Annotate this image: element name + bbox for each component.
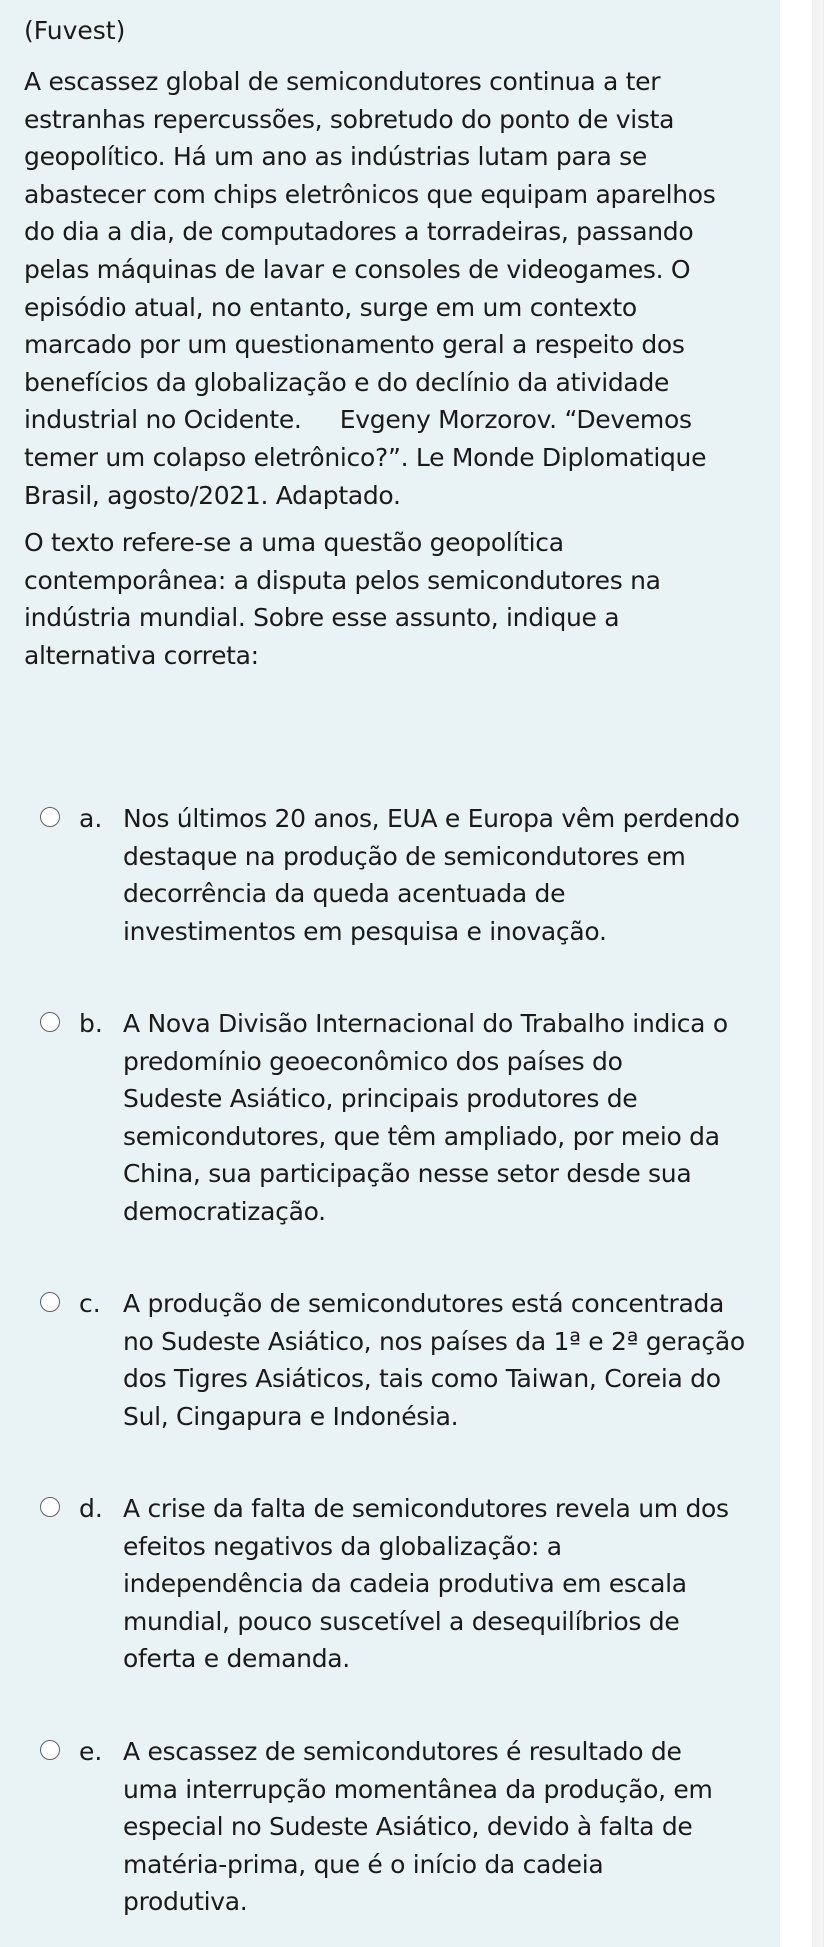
question-source: (Fuvest) xyxy=(24,16,126,45)
text-line: pelas máquinas de lavar e consoles de videogames. O xyxy=(24,254,691,284)
option-letter: c. xyxy=(79,1289,101,1318)
text-line: Brasil, agosto/2021. Adaptado. xyxy=(24,480,401,510)
option-line: mundial, pouco suscetível a desequilíbrios de xyxy=(123,1606,680,1636)
option-line: investimentos em pesquisa e inovação. xyxy=(123,916,607,946)
option-line: dos Tigres Asiáticos, tais como Taiwan, Coreia do xyxy=(123,1364,721,1394)
text-line: temer um colapso eletrônico?”. Le Monde Diplomatique xyxy=(24,442,707,472)
option-line: A escassez de semicondutores é resultado de xyxy=(123,1737,682,1766)
radio-button-d[interactable] xyxy=(40,1497,60,1517)
text-line: A escassez global de semicondutores continua a ter xyxy=(24,67,661,96)
option-text xyxy=(123,800,773,950)
text-line: episódio atual, no entanto, surge em um contexto xyxy=(24,292,637,322)
option-letter: b. xyxy=(79,1009,103,1038)
radio-button-b[interactable] xyxy=(40,1012,60,1032)
text-line: benefícios da globalização e do declínio da atividade xyxy=(24,367,670,397)
question-text xyxy=(24,63,764,514)
scrollbar-track[interactable] xyxy=(812,0,824,1947)
option-line: matéria-prima, que é o início da cadeia xyxy=(123,1849,604,1879)
option-text xyxy=(123,1733,773,1921)
option-line: Sul, Cingapura e Indonésia. xyxy=(123,1401,459,1431)
radio-button-e[interactable] xyxy=(40,1740,60,1760)
option-line: destaque na produção de semicondutores em xyxy=(123,841,686,871)
option-line: no Sudeste Asiático, nos países da 1ª e 2ª geração xyxy=(123,1326,745,1356)
option-line: especial no Sudeste Asiático, devido à falta de xyxy=(123,1812,693,1842)
text-line: marcado por um questionamento geral a respeito dos xyxy=(24,330,685,360)
option-text xyxy=(123,1285,773,1435)
radio-button-a[interactable] xyxy=(40,807,60,827)
option-letter: d. xyxy=(79,1494,103,1523)
prompt-line: contemporânea: a disputa pelos semicondutores na xyxy=(24,565,661,595)
option-line: democratização. xyxy=(123,1196,326,1226)
radio-button-c[interactable] xyxy=(40,1292,60,1312)
text-line: estranhas repercussões, sobretudo do ponto de vista xyxy=(24,104,675,134)
option-line: decorrência da queda acentuada de xyxy=(123,879,566,909)
text-line: industrial no Ocidente. Evgeny Morzorov. “Devemos xyxy=(24,405,692,435)
option-line: independência da cadeia produtiva em escala xyxy=(123,1569,687,1599)
text-line: abastecer com chips eletrônicos que equipam aparelhos xyxy=(24,179,716,209)
option-line: A Nova Divisão Internacional do Trabalho indica o xyxy=(123,1009,728,1038)
question-prompt xyxy=(24,524,764,674)
option-line: A crise da falta de semicondutores revela um dos xyxy=(123,1494,729,1523)
prompt-line: O texto refere-se a uma questão geopolítica xyxy=(24,528,564,557)
prompt-line: alternativa correta: xyxy=(24,640,259,670)
option-line: Sudeste Asiático, principais produtores de xyxy=(123,1084,638,1114)
option-text xyxy=(123,1005,773,1231)
option-line: China, sua participação nesse setor desde sua xyxy=(123,1159,692,1189)
text-line: do dia a dia, de computadores a torradeiras, passando xyxy=(24,217,694,247)
option-line: Nos últimos 20 anos, EUA e Europa vêm perdendo xyxy=(123,804,740,833)
option-line: predomínio geoeconômico dos países do xyxy=(123,1046,623,1076)
option-text xyxy=(123,1490,773,1678)
text-line: geopolítico. Há um ano as indústrias lutam para se xyxy=(24,142,647,172)
option-line: produtiva. xyxy=(123,1887,248,1917)
option-letter: a. xyxy=(79,804,103,833)
prompt-line: indústria mundial. Sobre esse assunto, indique a xyxy=(24,603,620,633)
option-line: uma interrupção momentânea da produção, em xyxy=(123,1774,713,1804)
option-line: A produção de semicondutores está concentrada xyxy=(123,1289,725,1318)
option-line: efeitos negativos da globalização: a xyxy=(123,1531,562,1561)
option-letter: e. xyxy=(79,1737,103,1766)
option-line: oferta e demanda. xyxy=(123,1644,350,1674)
option-line: semicondutores, que têm ampliado, por meio da xyxy=(123,1121,720,1151)
